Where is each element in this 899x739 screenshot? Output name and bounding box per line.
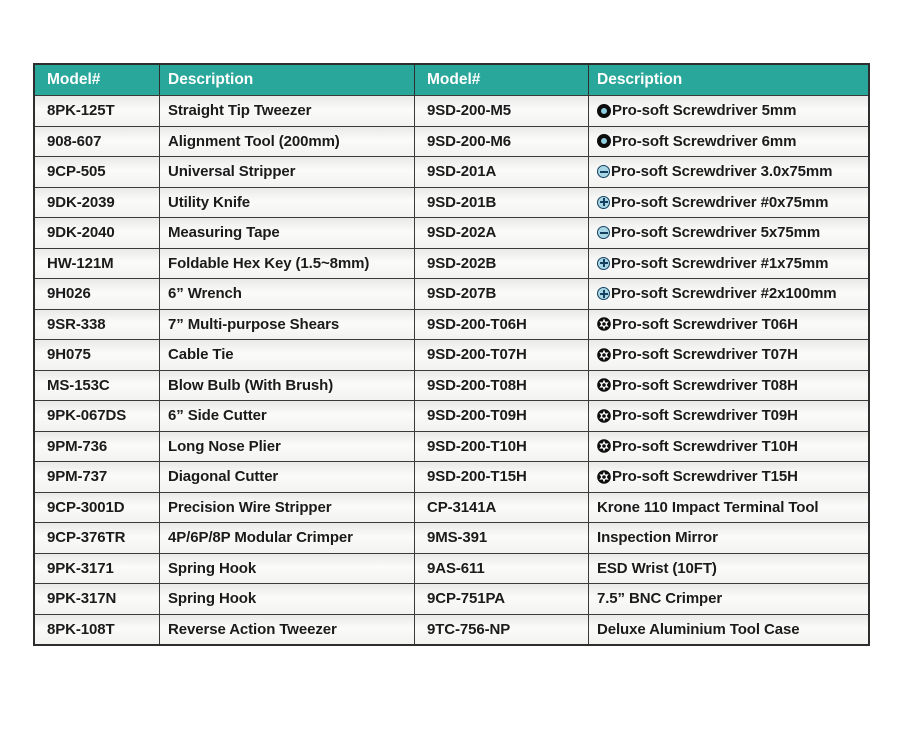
slotted-screwdriver-icon [597,226,610,239]
header-model-left: Model# [35,65,160,95]
description-text: Pro-soft Screwdriver #1x75mm [611,254,829,272]
description-text: Pro-soft Screwdriver T08H [612,376,798,394]
table-row [35,431,868,462]
model-cell-right: 9MS-391 [415,523,589,553]
table-row [35,126,868,157]
description-cell-left: Blow Bulb (With Brush) [160,371,415,401]
model-cell-left: 8PK-108T [35,615,160,645]
table-row [35,309,868,340]
table-row [35,522,868,553]
model-cell-right: 9TC-756-NP [415,615,589,645]
description-text: Pro-soft Screwdriver 5x75mm [611,224,821,242]
description-text: Pro-soft Screwdriver T15H [612,468,798,486]
header-description-left: Description [160,65,415,95]
model-cell-left: 9DK-2039 [35,188,160,218]
model-cell-right: 9SD-200-T06H [415,310,589,340]
model-cell-left: 9H075 [35,340,160,370]
description-text: Pro-soft Screwdriver #0x75mm [611,193,829,211]
table-row [35,339,868,370]
model-cell-left: 9SR-338 [35,310,160,340]
description-cell-left: Reverse Action Tweezer [160,615,415,645]
table-row [35,248,868,279]
description-text: Pro-soft Screwdriver T07H [612,346,798,364]
description-cell-right [589,218,868,248]
torx-screwdriver-icon [597,317,611,331]
model-cell-left: 9PK-317N [35,584,160,614]
model-cell-left: 9CP-376TR [35,523,160,553]
description-cell-right [589,523,868,553]
model-cell-right: 9SD-200-M6 [415,127,589,157]
description-cell-left: Long Nose Plier [160,432,415,462]
description-cell-right [589,615,868,645]
table-row [35,217,868,248]
description-text: Deluxe Aluminium Tool Case [597,620,800,638]
description-text: Inspection Mirror [597,529,718,547]
torx-screwdriver-icon [597,348,611,362]
model-cell-right: 9SD-200-T09H [415,401,589,431]
model-cell-left: 9PM-737 [35,462,160,492]
tool-catalog-table [33,63,870,646]
slotted-screwdriver-icon [597,165,610,178]
description-cell-left: Precision Wire Stripper [160,493,415,523]
socket-tip-icon [597,104,611,118]
table-row [35,583,868,614]
phillips-screwdriver-icon [597,196,610,209]
table-row [35,187,868,218]
table-header-row [35,65,868,95]
torx-screwdriver-icon [597,409,611,423]
description-text: Pro-soft Screwdriver 5mm [612,102,797,120]
table-row [35,400,868,431]
description-cell-left: 6” Wrench [160,279,415,309]
phillips-screwdriver-icon [597,257,610,270]
model-cell-left: HW-121M [35,249,160,279]
model-cell-right: 9SD-200-T10H [415,432,589,462]
table-row [35,614,868,645]
description-cell-left: Spring Hook [160,554,415,584]
table-row [35,370,868,401]
description-cell-left: Spring Hook [160,584,415,614]
description-cell-left: Measuring Tape [160,218,415,248]
description-cell-left: Universal Stripper [160,157,415,187]
description-cell-left: Foldable Hex Key (1.5~8mm) [160,249,415,279]
model-cell-right: 9CP-751PA [415,584,589,614]
description-cell-right [589,279,868,309]
header-description-right: Description [597,71,683,88]
model-cell-right: 9SD-200-T07H [415,340,589,370]
description-cell-left: 7” Multi-purpose Shears [160,310,415,340]
model-cell-right: 9SD-201A [415,157,589,187]
description-cell-right [589,493,868,523]
phillips-screwdriver-icon [597,287,610,300]
description-cell-right [589,554,868,584]
description-cell-right [589,401,868,431]
model-cell-right: 9SD-202B [415,249,589,279]
description-cell-right [589,188,868,218]
model-cell-right: 9SD-202A [415,218,589,248]
torx-screwdriver-icon [597,439,611,453]
description-text: Pro-soft Screwdriver 6mm [612,132,797,150]
model-cell-left: 9H026 [35,279,160,309]
model-cell-left: MS-153C [35,371,160,401]
description-cell-left: 6” Side Cutter [160,401,415,431]
table-row [35,492,868,523]
description-cell-right [589,96,868,126]
description-cell-left: Diagonal Cutter [160,462,415,492]
description-text: ESD Wrist (10FT) [597,559,717,577]
description-cell-right [589,432,868,462]
model-cell-left: 8PK-125T [35,96,160,126]
table-row [35,278,868,309]
description-text: Pro-soft Screwdriver 3.0x75mm [611,163,833,181]
socket-tip-icon [597,134,611,148]
torx-screwdriver-icon [597,378,611,392]
description-cell-right [589,584,868,614]
description-cell-right [589,157,868,187]
description-text: 7.5” BNC Crimper [597,590,723,608]
torx-screwdriver-icon [597,470,611,484]
description-cell-left: Straight Tip Tweezer [160,96,415,126]
description-cell-right [589,249,868,279]
description-text: Pro-soft Screwdriver T09H [612,407,798,425]
table-row [35,553,868,584]
description-cell-left: Alignment Tool (200mm) [160,127,415,157]
description-text: Pro-soft Screwdriver #2x100mm [611,285,837,303]
model-cell-left: 9CP-505 [35,157,160,187]
table-row [35,156,868,187]
model-cell-right: 9SD-201B [415,188,589,218]
model-cell-left: 9PK-3171 [35,554,160,584]
description-cell-left: 4P/6P/8P Modular Crimper [160,523,415,553]
description-cell-right [589,371,868,401]
description-text: Pro-soft Screwdriver T10H [612,437,798,455]
description-cell-right [589,127,868,157]
description-cell-right [589,462,868,492]
model-cell-right: 9SD-207B [415,279,589,309]
description-cell-right [589,310,868,340]
description-text: Pro-soft Screwdriver T06H [612,315,798,333]
table-row [35,461,868,492]
description-cell-left: Cable Tie [160,340,415,370]
model-cell-right: 9SD-200-T15H [415,462,589,492]
header-model-right: Model# [415,65,589,95]
model-cell-right: CP-3141A [415,493,589,523]
description-text: Krone 110 Impact Terminal Tool [597,498,819,516]
model-cell-left: 9PK-067DS [35,401,160,431]
model-cell-right: 9AS-611 [415,554,589,584]
description-cell-left: Utility Knife [160,188,415,218]
model-cell-left: 9PM-736 [35,432,160,462]
table-row [35,95,868,126]
description-cell-right [589,340,868,370]
table-body [35,95,868,644]
model-cell-left: 9CP-3001D [35,493,160,523]
model-cell-left: 908-607 [35,127,160,157]
model-cell-right: 9SD-200-T08H [415,371,589,401]
model-cell-left: 9DK-2040 [35,218,160,248]
model-cell-right: 9SD-200-M5 [415,96,589,126]
